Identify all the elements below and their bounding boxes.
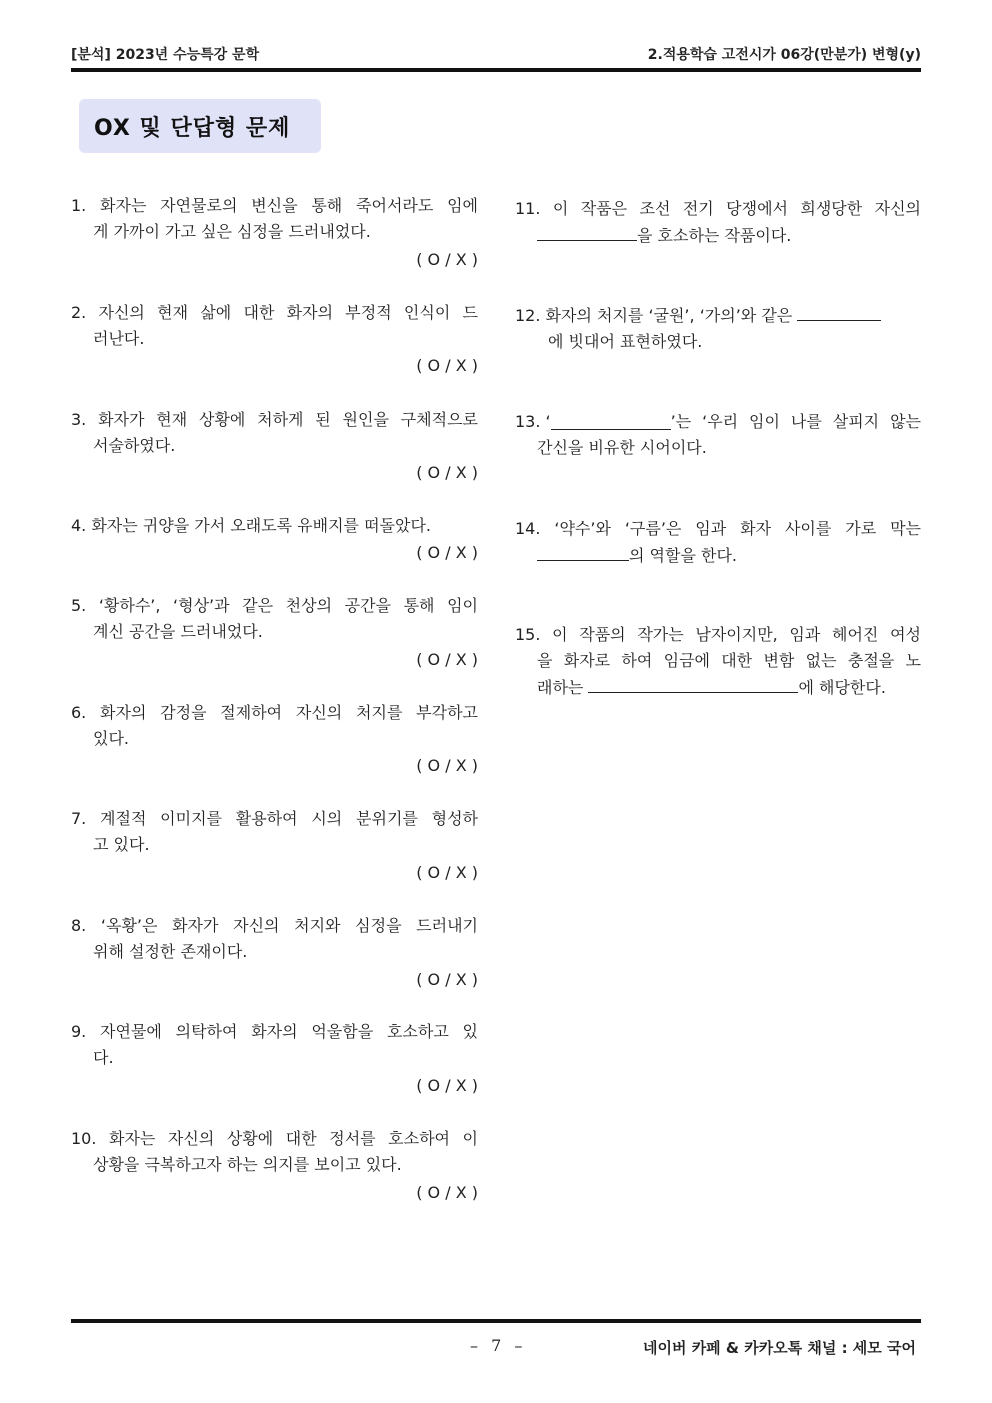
question-text: 의 역할을 한다. <box>629 546 737 565</box>
question-5 <box>71 593 478 669</box>
ox-choice: ( O / X ) <box>416 863 478 882</box>
question-9 <box>71 1019 478 1095</box>
question-text: 15. 이 작품의 작가는 남자이지만, 임과 헤어진 여성 <box>515 625 921 644</box>
question-text: 5. ‘황하수’, ‘형상’과 같은 천상의 공간을 통해 임이 <box>71 596 478 615</box>
question-7 <box>71 806 478 882</box>
question-text: 12. 화자의 처지를 ‘굴원’, ‘가의’와 같은 <box>515 306 793 325</box>
section-title: OX 및 단답형 문제 <box>94 116 291 141</box>
answer-blank[interactable] <box>588 674 798 693</box>
question-text: 다. <box>93 1048 114 1067</box>
question-text: 러난다. <box>93 329 145 348</box>
question-text: 14. ‘약수’와 ‘구름’은 임과 화자 사이를 가로 막는 <box>515 519 921 538</box>
question-text: 7. 계절적 이미지를 활용하여 시의 분위기를 형성하 <box>71 809 478 828</box>
question-8 <box>71 913 478 989</box>
ox-choice: ( O / X ) <box>416 356 478 375</box>
answer-blank[interactable] <box>537 222 637 241</box>
question-4 <box>71 513 478 562</box>
ox-choice: ( O / X ) <box>416 543 478 562</box>
question-text: 위해 설정한 존재이다. <box>93 942 248 961</box>
ox-choice: ( O / X ) <box>416 650 478 669</box>
question-text: 에 해당한다. <box>798 678 886 697</box>
header-divider <box>71 68 921 72</box>
question-text: 11. 이 작품은 조선 전기 당쟁에서 희생당한 자신의 <box>515 199 921 218</box>
question-text: ’는 ‘우리 임이 나를 살피지 않는 <box>670 412 921 431</box>
question-text: 3. 화자가 현재 상황에 처하게 된 원인을 구체적으로 <box>71 410 478 429</box>
ox-choice: ( O / X ) <box>416 250 478 269</box>
question-text: 6. 화자의 감정을 절제하여 자신의 처지를 부각하고 <box>71 703 478 722</box>
question-1 <box>71 193 478 269</box>
header-right-text: 2.적용학습 고전시가 06강(만분가) 변형(y) <box>647 47 921 63</box>
answer-blank[interactable] <box>537 542 629 561</box>
ox-choice: ( O / X ) <box>416 970 478 989</box>
section-title-box <box>79 99 321 153</box>
question-11 <box>515 196 921 249</box>
page-header <box>71 44 921 66</box>
footer-divider <box>71 1319 921 1323</box>
page-number: – 7 – <box>470 1336 527 1355</box>
question-text: 고 있다. <box>93 835 150 854</box>
footer-channel-text: 네이버 카페 & 카카오톡 채널 : 세모 국어 <box>643 1339 916 1357</box>
question-text: 2. 자신의 현재 삶에 대한 화자의 부정적 인식이 드 <box>71 303 478 322</box>
question-text: 간신을 비유한 시어이다. <box>537 438 707 457</box>
answer-blank[interactable] <box>551 409 671 430</box>
question-text: 9. 자연물에 의탁하여 화자의 억울함을 호소하고 있 <box>71 1022 478 1041</box>
question-3 <box>71 407 478 482</box>
question-text: 계신 공간을 드러내었다. <box>93 622 263 641</box>
question-text: 을 호소하는 작품이다. <box>637 226 792 245</box>
question-text: 래하는 <box>537 678 584 697</box>
answer-blank[interactable] <box>797 302 881 321</box>
question-14 <box>515 516 921 569</box>
question-10 <box>71 1126 478 1202</box>
question-text: 10. 화자는 자신의 상황에 대한 정서를 호소하여 이 <box>71 1129 478 1148</box>
question-2 <box>71 300 478 375</box>
question-text: 4. 화자는 귀양을 가서 오래도록 유배지를 떠돌았다. <box>71 516 431 535</box>
ox-choice: ( O / X ) <box>416 1183 478 1202</box>
ox-choice: ( O / X ) <box>416 1076 478 1095</box>
question-text: 있다. <box>93 729 129 748</box>
question-12 <box>515 302 921 355</box>
question-text: 서술하였다. <box>93 436 176 455</box>
question-text: 을 화자로 하여 임금에 대한 변함 없는 충절을 노 <box>537 651 921 670</box>
ox-choice: ( O / X ) <box>416 756 478 775</box>
question-text: 상황을 극복하고자 하는 의지를 보이고 있다. <box>93 1155 402 1174</box>
question-13 <box>515 409 921 461</box>
question-15 <box>515 622 921 701</box>
question-text: 13. ‘ <box>515 412 551 431</box>
header-left-text: [분석] 2023년 수능특강 문학 <box>71 47 260 63</box>
question-text: 8. ‘옥황’은 화자가 자신의 처지와 심정을 드러내기 <box>71 916 478 935</box>
question-text: 게 가까이 가고 싶은 심정을 드러내었다. <box>93 222 371 241</box>
ox-choice: ( O / X ) <box>416 463 478 482</box>
question-6 <box>71 700 478 775</box>
question-text: 1. 화자는 자연물로의 변신을 통해 죽어서라도 임에 <box>71 196 478 215</box>
question-text: 에 빗대어 표현하였다. <box>548 332 703 351</box>
